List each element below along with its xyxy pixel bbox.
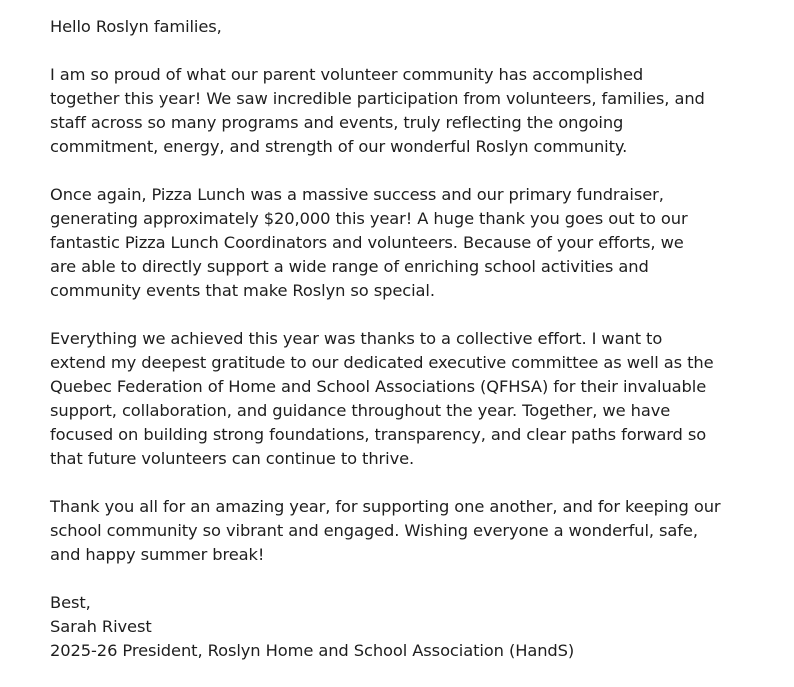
letter-body [50, 15, 750, 687]
paragraph-pizza-lunch [50, 183, 750, 303]
paragraph-line: are able to directly support a wide range of enriching school activities and [50, 257, 649, 276]
paragraph-line: generating approximately $20,000 this year! A huge thank you goes out to our [50, 209, 688, 228]
paragraph-line: Quebec Federation of Home and School Associations (QFHSA) for their invaluable [50, 377, 707, 396]
paragraph-line: support, collaboration, and guidance throughout the year. Together, we have [50, 401, 671, 420]
paragraph-line: together this year! We saw incredible participation from volunteers, families, and [50, 89, 705, 108]
paragraph-line: commitment, energy, and strength of our wonderful Roslyn community. [50, 137, 628, 156]
paragraph-line: Once again, Pizza Lunch was a massive success and our primary fundraiser, [50, 185, 664, 204]
paragraph-line: that future volunteers can continue to thrive. [50, 449, 415, 468]
signature-block [50, 591, 750, 663]
paragraph-line: I am so proud of what our parent volunteer community has accomplished [50, 65, 644, 84]
greeting [50, 15, 750, 39]
paragraph-thank-you [50, 495, 750, 567]
closing: Best, [50, 593, 91, 612]
paragraph-line: focused on building strong foundations, transparency, and clear paths forward so [50, 425, 707, 444]
paragraph-line: extend my deepest gratitude to our dedicated executive committee as well as the [50, 353, 714, 372]
signer-title: 2025-26 President, Roslyn Home and School Association (HandS) [50, 641, 575, 660]
paragraph-line: fantastic Pizza Lunch Coordinators and volunteers. Because of your efforts, we [50, 233, 684, 252]
paragraph-line: and happy summer break! [50, 545, 265, 564]
paragraph-line: community events that make Roslyn so special. [50, 281, 435, 300]
signer-name: Sarah Rivest [50, 617, 152, 636]
paragraph-line: Thank you all for an amazing year, for supporting one another, and for keeping our [50, 497, 721, 516]
paragraph-intro [50, 63, 750, 159]
paragraph-gratitude [50, 327, 750, 471]
greeting-text: Hello Roslyn families, [50, 17, 222, 36]
paragraph-line: Everything we achieved this year was thanks to a collective effort. I want to [50, 329, 663, 348]
paragraph-line: school community so vibrant and engaged. Wishing everyone a wonderful, safe, [50, 521, 698, 540]
paragraph-line: staff across so many programs and events, truly reflecting the ongoing [50, 113, 624, 132]
